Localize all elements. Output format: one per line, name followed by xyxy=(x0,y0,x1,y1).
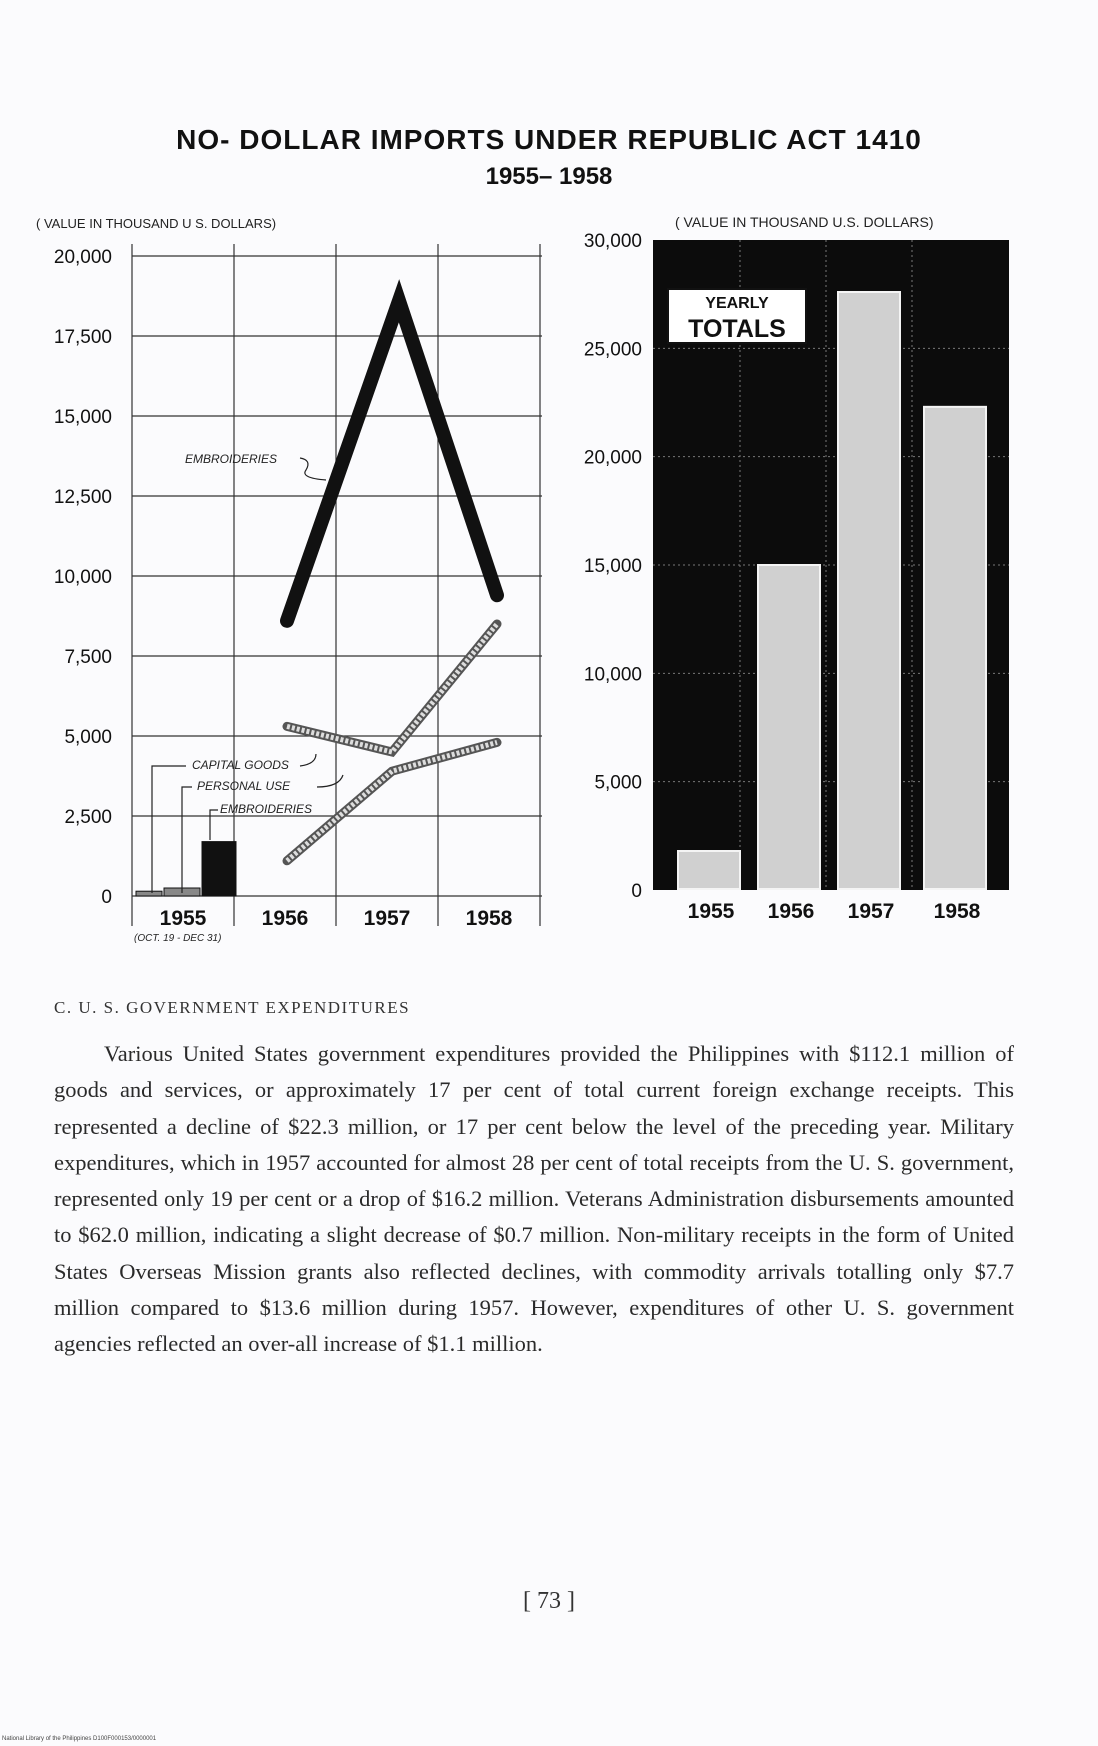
x-tick-label: 1957 xyxy=(363,907,411,930)
section-heading: C. U. S. GOVERNMENT EXPENDITURES xyxy=(54,998,411,1017)
line-chart xyxy=(36,216,542,944)
left-y-ticks xyxy=(54,247,112,908)
bar-chart xyxy=(584,214,1009,923)
y-tick-label: 17,500 xyxy=(53,327,112,348)
leader-line xyxy=(182,787,192,893)
page-subtitle: 1955– 1958 xyxy=(485,163,613,190)
body-paragraph: Various United States government expenditures provided the Philippines with $112.1 million of goods and services, or approximately 17 per cent of total current foreign exchange receipts. This represented a decline of $22.3 million, or 17 per cent below the level of the preceding year. Military expenditures, which in 1957 accounted for almost 28 per cent of total receipts from the U. S. government, represented only 19 per cent or a drop of $16.2 million. Veterans Administration disbursements amounted to $62.0 million, indicating a slight decrease of $0.7 million. Non-military receipts in the form of United States Overseas Mission grants also reflected declines, with commodity arrivals totalling only $7.7 million compared to $13.6 million during 1957. However, expenditures of other U. S. government agencies reflected an over-all increase of $1.1 million. xyxy=(54,1041,1014,1357)
series-line-fill xyxy=(287,624,497,752)
y-tick-label: 30,000 xyxy=(583,231,642,252)
annotation-label: EMBROIDERIES xyxy=(220,802,313,816)
leader-line xyxy=(300,458,326,480)
y-tick-label: 20,000 xyxy=(583,447,642,469)
x-tick-label: 1956 xyxy=(767,900,815,923)
x-tick-label: 1958 xyxy=(933,900,981,923)
y-tick-label: 0 xyxy=(631,881,642,902)
x-tick-label: 1955 xyxy=(687,900,735,923)
annotation-label: CAPITAL GOODS xyxy=(192,758,289,772)
y-tick-label: 10,000 xyxy=(53,567,112,588)
annotation-label: PERSONAL USE xyxy=(197,779,291,793)
left-1955-bars xyxy=(136,842,236,896)
x-tick-label: 1957 xyxy=(847,900,895,923)
bar-1958 xyxy=(924,407,986,889)
bar-1956 xyxy=(758,565,820,889)
left-series-lines xyxy=(287,301,497,861)
bar-1955 xyxy=(202,842,236,896)
legend-line-1: YEARLY xyxy=(705,295,769,312)
y-tick-label: 25,000 xyxy=(583,339,642,361)
page-title: NO- DOLLAR IMPORTS UNDER REPUBLIC ACT 1410 xyxy=(176,124,922,155)
y-tick-label: 15,000 xyxy=(583,556,642,577)
series-line xyxy=(287,742,497,860)
y-tick-label: 15,000 xyxy=(53,407,112,428)
x-tick-label: 1958 xyxy=(465,907,513,930)
y-tick-label: 12,500 xyxy=(53,487,112,508)
y-tick-label: 0 xyxy=(101,887,112,908)
right-x-ticks xyxy=(688,900,981,923)
left-x-note: (OCT. 19 - DEC 31) xyxy=(134,933,222,944)
y-tick-label: 2,500 xyxy=(64,807,112,828)
bar-1955 xyxy=(136,891,162,896)
series-line-fill xyxy=(287,742,497,860)
series-line xyxy=(287,301,497,621)
leader-line xyxy=(210,810,218,840)
footer-credit: National Library of the Philippines D100F000153/0000001 xyxy=(2,1736,157,1742)
x-tick-label: 1955 xyxy=(159,907,207,930)
legend-line-2: TOTALS xyxy=(688,315,786,343)
left-axis-label: ( VALUE IN THOUSAND U S. DOLLARS) xyxy=(36,216,277,231)
left-annotations xyxy=(152,452,343,893)
right-y-ticks xyxy=(584,231,642,902)
x-tick-label: 1956 xyxy=(261,907,309,930)
annotation-label: EMBROIDERIES xyxy=(185,452,278,466)
y-tick-label: 5,000 xyxy=(594,772,642,794)
y-tick-label: 10,000 xyxy=(583,664,642,686)
y-tick-label: 7,500 xyxy=(64,647,112,668)
bar-1955 xyxy=(678,851,740,889)
leader-line xyxy=(317,775,343,787)
bar-1957 xyxy=(838,292,900,889)
right-axis-label: ( VALUE IN THOUSAND U.S. DOLLARS) xyxy=(675,214,934,230)
page-number: [ 73 ] xyxy=(523,1588,575,1614)
leader-line xyxy=(152,766,186,893)
legend-box xyxy=(668,289,806,343)
y-tick-label: 20,000 xyxy=(53,247,112,268)
y-tick-label: 5,000 xyxy=(64,727,112,748)
leader-line xyxy=(300,754,316,766)
